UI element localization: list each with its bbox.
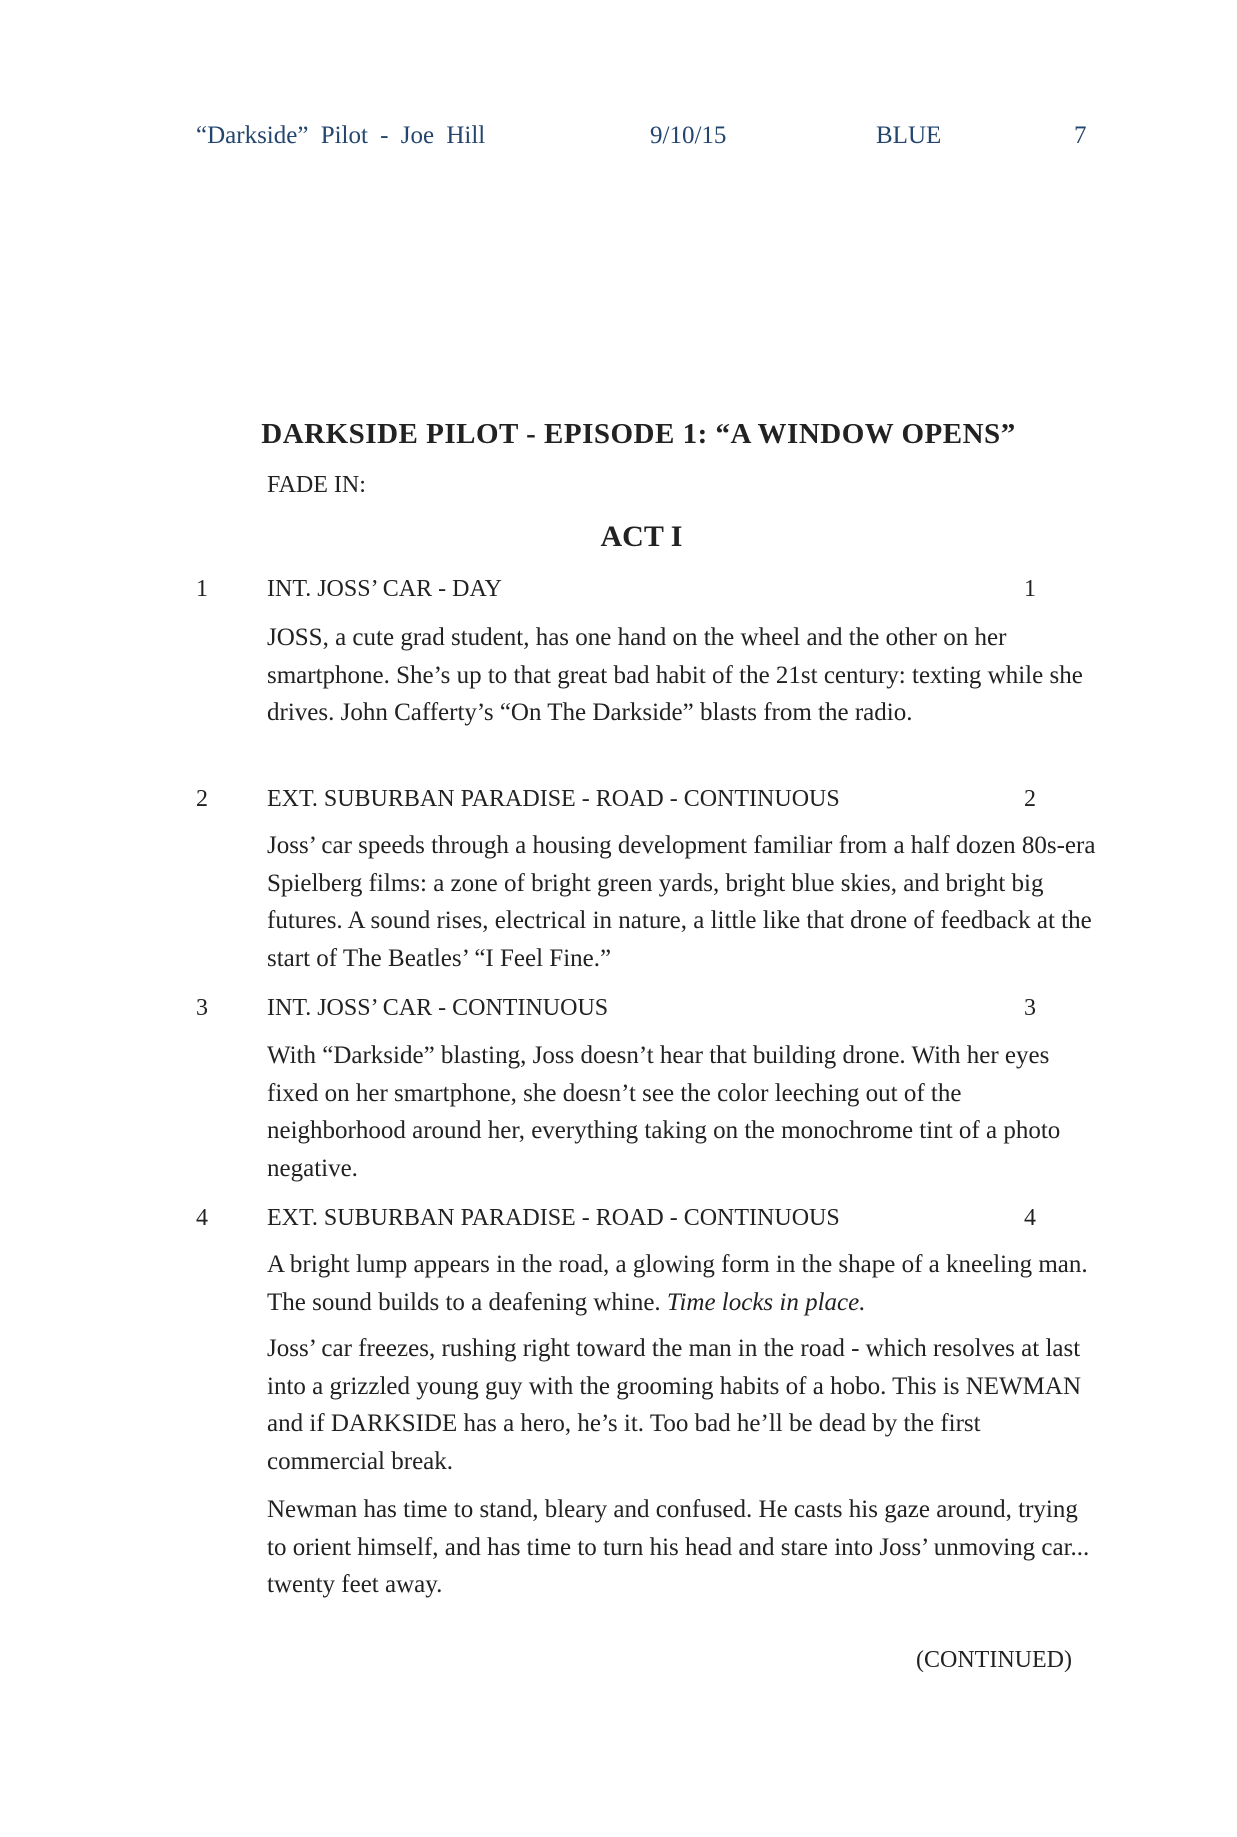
scene-number-right: 1	[1024, 576, 1036, 602]
scene-number-left: 3	[196, 995, 208, 1021]
scene-number-right: 2	[1024, 786, 1036, 812]
scene-number-left: 2	[196, 786, 208, 812]
action-paragraph: Joss’ car speeds through a housing development familiar from a half dozen 80s-era Spielberg films: a zone of bright green yards, bright blue skies, and bright big futures. A sound rises, electrical in nature, a little like that drone of feedback at the start of The Beatles’ “I Feel Fine.”	[267, 832, 1096, 972]
action-paragraph	[267, 1246, 1097, 1321]
header-page-number: 7	[1074, 122, 1087, 149]
header-date: 9/10/15	[650, 122, 727, 149]
scene-heading: INT. JOSS’ CAR - CONTINUOUS	[267, 995, 609, 1021]
scene-number-right: 3	[1024, 995, 1036, 1021]
act-heading: ACT I	[600, 520, 683, 553]
action-paragraph: Newman has time to stand, bleary and confused. He casts his gaze around, trying to orient himself, and has time to turn his head and stare into Joss’ unmoving car... twenty feet away.	[267, 1496, 1090, 1598]
scene-number-right: 4	[1024, 1205, 1036, 1231]
action-paragraph: With “Darkside” blasting, Joss doesn’t hear that building drone. With her eyes fixed on her smartphone, she doesn’t see the color leeching out of the neighborhood around her, everything taking on the monochrome tint of a photo negative.	[267, 1042, 1061, 1182]
fade-in: FADE IN:	[267, 472, 366, 498]
action-paragraph: Joss’ car freezes, rushing right toward the man in the road - which resolves at last into a grizzled young guy with the grooming habits of a hobo. This is NEWMAN and if DARKSIDE has a hero, he’s it. Too bad he’ll be dead by the first commercial break.	[267, 1335, 1082, 1475]
episode-title: DARKSIDE PILOT - EPISODE 1: “A WINDOW OPENS”	[261, 418, 1016, 450]
action-italic-text: Time locks in place.	[666, 1288, 866, 1316]
scene-heading: EXT. SUBURBAN PARADISE - ROAD - CONTINUOUS	[267, 1205, 840, 1231]
scene-heading: EXT. SUBURBAN PARADISE - ROAD - CONTINUOUS	[267, 786, 840, 812]
scene-heading: INT. JOSS’ CAR - DAY	[267, 576, 502, 602]
action-paragraph: JOSS, a cute grad student, has one hand on the wheel and the other on her smartphone. She’s up to that great bad habit of the 21st century: texting while she drives. John Cafferty’s “On The Darkside” blasts from the radio.	[267, 624, 1083, 726]
scene-number-left: 4	[196, 1205, 208, 1231]
continued-marker: (CONTINUED)	[916, 1647, 1072, 1673]
scene-number-left: 1	[196, 576, 208, 602]
header-title: “Darkside” Pilot - Joe Hill	[196, 122, 486, 149]
action-text: A bright lump appears in the road, a glowing form in the shape of a kneeling man. The sound builds to a deafening whine.	[267, 1251, 1088, 1316]
header-revision: BLUE	[876, 122, 942, 149]
